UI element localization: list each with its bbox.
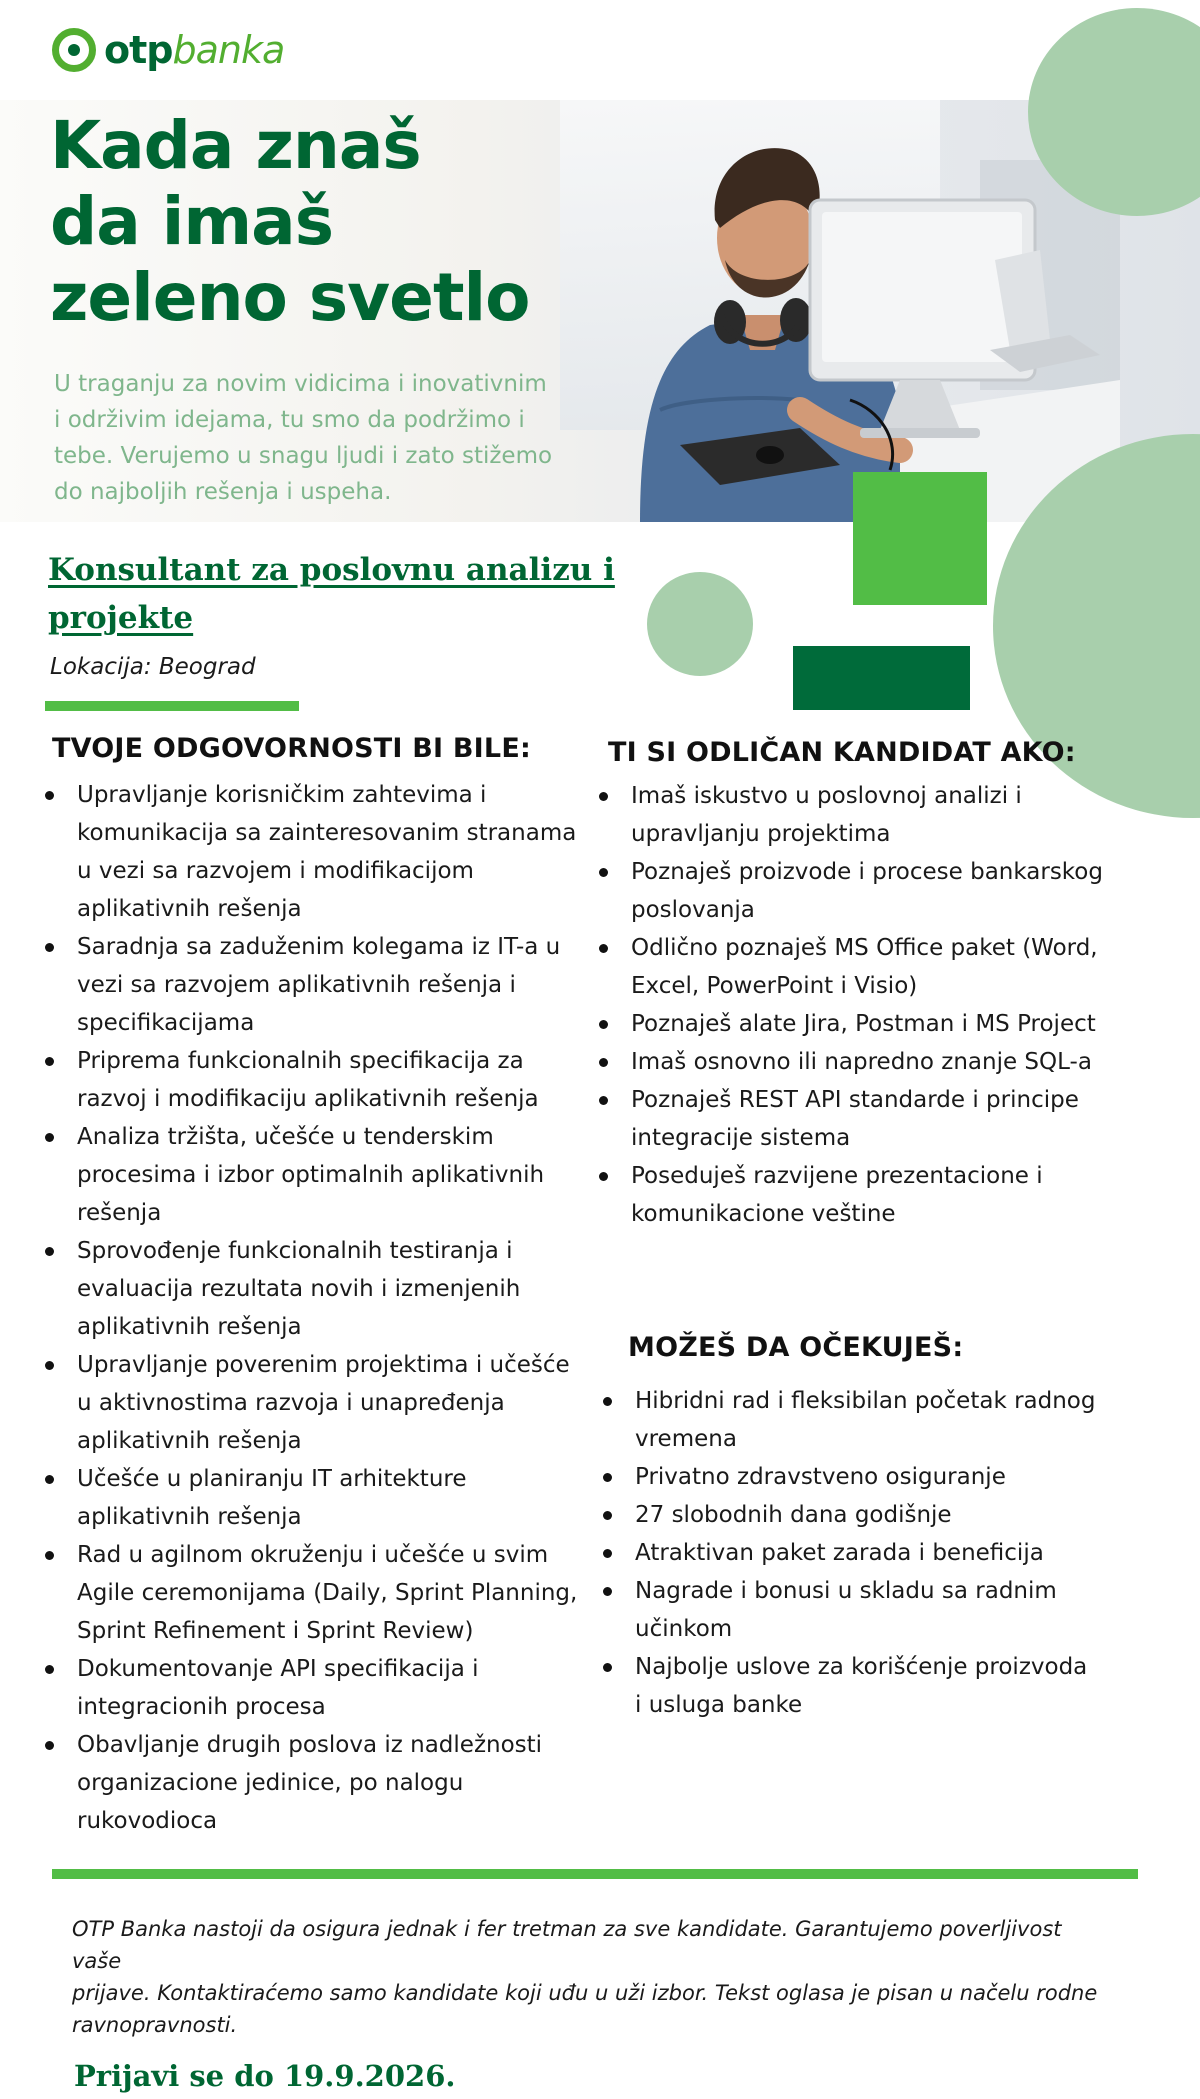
list-item: Imaš iskustvo u poslovnoj analizi i upravljanju projektima [594, 777, 1114, 853]
list-item: Obavljanje drugih poslova iz nadležnosti organizacione jedinice, po nalogu rukovodioca [40, 1726, 580, 1840]
list-item: Upravljanje korisničkim zahtevima i komunikacija sa zainteresovanim stranama u vezi sa razvojem i modifikacijom aplikativnih rešenja [40, 776, 580, 928]
hero-photo-man-at-computer [600, 110, 1120, 522]
logo-wordmark: otpbanka [104, 28, 285, 72]
list-item: Privatno zdravstveno osiguranje [598, 1458, 1158, 1496]
requirements-title: TI SI ODLIČAN KANDIDAT AKO: [608, 737, 1076, 768]
offer-list [598, 1382, 1158, 1724]
apply-deadline: Prijavi se do 19.9.2026. [74, 2059, 456, 2093]
responsibilities-title: TVOJE ODGOVORNOSTI BI BILE: [52, 733, 531, 764]
list-item: Saradnja sa zaduženim kolegama iz IT-a u vezi sa razvojem aplikativnih rešenja i specifikacijama [40, 928, 580, 1042]
disclaimer-text: OTP Banka nastoji da osigura jednak i fer tretman za sve kandidate. Garantujemo poverljivost vaše prijave. Kontaktiraćemo samo kandidate koji uđu u uži izbor. Tekst oglasa je pisan u načelu rodne ravnopravnosti. [72, 1917, 1098, 2037]
requirements-list [594, 777, 1114, 1233]
list-item: Najbolje uslove za korišćenje proizvoda i usluga banke [598, 1648, 1158, 1724]
list-item: Nagrade i bonusi u skladu sa radnim učinkom [598, 1572, 1158, 1648]
otp-banka-logo [52, 28, 284, 72]
list-item: Učešće u planiranju IT arhitekture aplikativnih rešenja [40, 1460, 580, 1536]
list-item: Poznaješ REST API standarde i principe integracije sistema [594, 1081, 1114, 1157]
list-item: Rad u agilnom okruženju i učešće u svim Agile ceremonijama (Daily, Sprint Planning, Sprint Refinement i Sprint Review) [40, 1536, 580, 1650]
list-item: Poznaješ proizvode i procese bankarskog poslovanja [594, 853, 1114, 929]
decor-rect-dark-green [793, 646, 970, 710]
hero-intro-text: U traganju za novim vidicima i inovativnim i održivim idejama, tu smo da podržimo i tebe. Verujemo u snagu ljudi i zato stižemo do najboljih rešenja i uspeha. [54, 371, 553, 505]
list-item: Hibridni rad i fleksibilan početak radnog vremena [598, 1382, 1158, 1458]
list-item: Dokumentovanje API specifikacija i integracionih procesa [40, 1650, 580, 1726]
responsibilities-list [40, 776, 580, 1840]
list-item: Poznaješ alate Jira, Postman i MS Project [594, 1005, 1114, 1043]
list-item: Priprema funkcionalnih specifikacija za razvoj i modifikaciju aplikativnih rešenja [40, 1042, 580, 1118]
hero-headline: Kada znaš da imaš zeleno svetlo [50, 107, 530, 336]
offer-title: MOŽEŠ DA OČEKUJEŠ: [628, 1332, 964, 1363]
job-title: Konsultant za poslovnu analizu i projekte [48, 552, 615, 636]
divider-long [52, 1869, 1138, 1879]
list-item: 27 slobodnih dana godišnje [598, 1496, 1158, 1534]
list-item: Upravljanje poverenim projektima i učešće u aktivnostima razvoja i unapređenja aplikativnih rešenja [40, 1346, 580, 1460]
decor-square-light-green [853, 472, 987, 605]
job-location: Lokacija: Beograd [50, 654, 256, 680]
list-item: Atraktivan paket zarada i beneficija [598, 1534, 1158, 1572]
list-item: Imaš osnovno ili napredno znanje SQL-a [594, 1043, 1114, 1081]
list-item: Odlično poznaješ MS Office paket (Word, Excel, PowerPoint i Visio) [594, 929, 1114, 1005]
list-item: Poseduješ razvijene prezentacione i komunikacione veštine [594, 1157, 1114, 1233]
divider-short [45, 701, 299, 711]
decor-circle-small [647, 572, 753, 676]
list-item: Analiza tržišta, učešće u tenderskim procesima i izbor optimalnih aplikativnih rešenja [40, 1118, 580, 1232]
logo-mark-icon [52, 28, 96, 72]
list-item: Sprovođenje funkcionalnih testiranja i evaluacija rezultata novih i izmenjenih aplikativnih rešenja [40, 1232, 580, 1346]
